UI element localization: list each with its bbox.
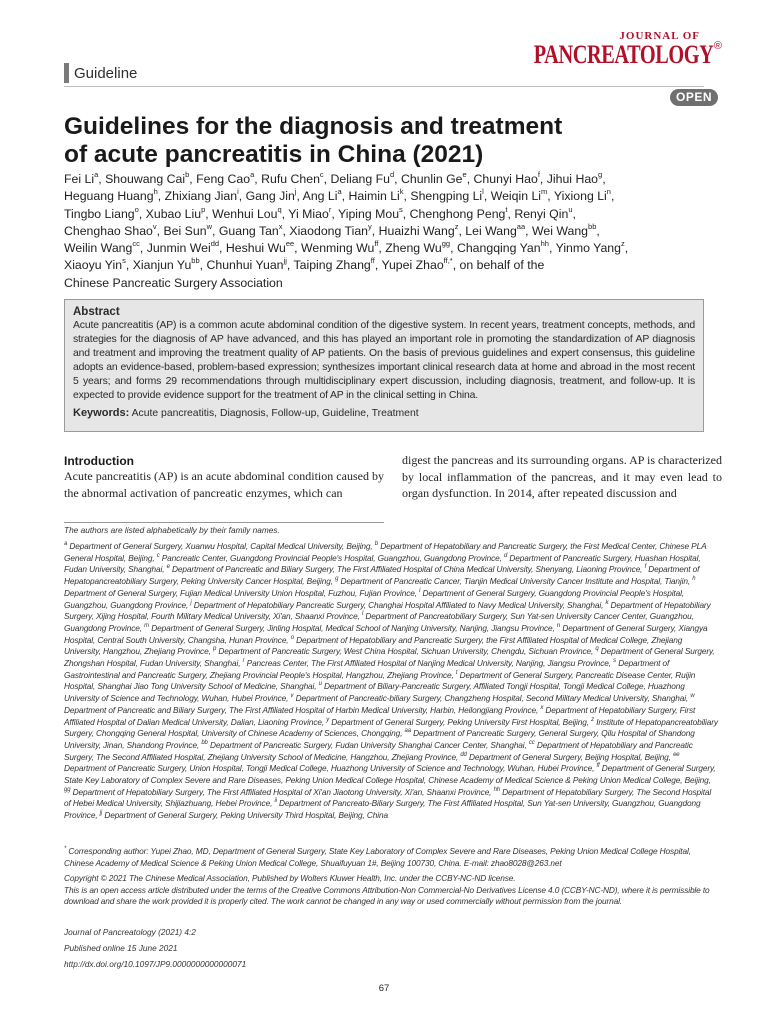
author-name: Xiaodong Tian — [289, 223, 369, 238]
affiliation-mark: k — [605, 599, 609, 606]
author-affiliation-mark: aa — [516, 221, 526, 231]
author-affiliation-mark: s — [122, 256, 126, 266]
author-affiliation-mark: p — [201, 204, 206, 214]
author-affiliation-mark: d — [389, 169, 395, 179]
author-name: Yi Miao — [288, 206, 329, 221]
affiliation-mark: b — [374, 541, 379, 548]
affiliation-mark: o — [290, 634, 294, 641]
author-affiliation-mark: q — [277, 204, 282, 214]
affiliation-mark: h — [692, 576, 696, 583]
author-affiliation-mark: l — [482, 187, 484, 197]
affiliation-mark: r — [242, 658, 245, 665]
affiliation-mark: t — [455, 669, 458, 676]
affiliation-mark: n — [556, 623, 561, 630]
author-name: Weilin Wang — [64, 241, 133, 256]
affiliation-text: Department of Pancreatic Surgery, Huashan Hospital, Fudan University, Shanghai, — [64, 552, 701, 575]
article-title-line-1: Guidelines for the diagnosis and treatment — [64, 113, 563, 140]
author-affiliation-mark: w — [206, 221, 212, 231]
author-affiliation-mark: h — [153, 187, 158, 197]
affiliation-text: Department of Hepatobiliary Pancreatic Surgery, Changhai Hospital Affiliated to Navy Medical University, Shanghai, — [191, 599, 606, 610]
abstract-text: Acute pancreatitis (AP) is a common acute abdominal condition of the digestive system. In recent years, treatment concepts, methods, and strategies for the diagnosis of AP have advanced, and this has played an important role in promoting the standardization of AP diagnosis and treatment and improving the treatment quality of AP patients. On the basis of previous guidelines and expert consensus, this guideline adopts an evidence-based, problem-based expression; synthesizes important clinical research data at home and abroad in the most recent 5 years; and forms 29 recommendations through multidisciplinary expert discussion, including diagnosis, treatment, and follow-up. It is expected to provide evidence support for the treatment of AP in the clinical setting in China. — [73, 320, 695, 401]
affiliation-text: Department of Hepatobiliary Surgery, The Second Hospital of Hebei Medical University, Shijiazhuang, Hebei Province, — [64, 786, 712, 809]
affiliation-mark: m — [144, 623, 150, 630]
author-name: Chunlin Ge — [401, 172, 463, 186]
author-line: Xiaoyu Yin$^s$, Xianjun $Yu^{bb}$, Chunhui Yuan$^{jj}$, Taiping Zhang$^{ff}$, Yupei Zhao$^{ff,*}$, on behalf of the — [64, 256, 545, 273]
section-label — [64, 62, 137, 84]
doi-link[interactable]: http://dx.doi.org/10.1097/JP9.0000000000000071 — [64, 959, 247, 969]
article-title-line-2: of acute pancreatitis in China (2021) — [64, 141, 484, 168]
author-name: Chunyi Hao — [473, 172, 538, 186]
author-line: Heguang Huang$^h$, Zhixiang Jian$^i$, Gang Jin$^j$, Ang Li$^a$, Haimin Li$^k$, Shengping Li$^l$, Weiqin Li$^m$, Yixiong Li$^n$, — [64, 187, 615, 204]
author-line: Chenghao Shao$^v$, Bei Sun$^w$, Guang Tan$^x$, Xiaodong Tian$^y$, Huaizhi Wang$^z$, Lei Wang$^{aa}$, Wei Wang$^{bb}$, — [64, 221, 600, 238]
affiliation-text: Department of Pancreatic-biliary Surgery, Changzheng Hospital, Second Military Medical University, Shanghai, — [293, 693, 691, 704]
author-affiliation-mark: g — [598, 169, 603, 179]
affiliation-mark: l — [361, 611, 364, 618]
abstract-heading: Abstract — [73, 306, 120, 318]
authors-order-note: The authors are listed alphabetically by their family names. — [64, 525, 280, 535]
author-group: Chinese Pancreatic Surgery Association — [64, 275, 283, 290]
author-affiliation-mark: bb — [588, 221, 597, 231]
intro-left-column: Acute pancreatitis (AP) is an acute abdominal condition caused by the abnormal activation of pancreatic enzymes, which can — [64, 469, 384, 500]
affiliation-text: Department of Hepatobiliary Surgery, First Affiliated Hospital of Dalian Medical University, Dalian, Liaoning Province, — [64, 704, 696, 727]
corresponding-text: Corresponding author: Yupei Zhao, MD, Department of General Surgery, State Key Laboratory of Complex Severe and Rare Diseases, Peking Union Medical College Hospital, Chinese Academy of Medical Science & Peking Union Medical College, Shuaifuyuan 1#, Beijing 100730, China. E-mail: zhao8028@263.net — [64, 846, 691, 868]
author-affiliation-mark: x — [278, 221, 283, 231]
affiliation-mark: z — [591, 716, 595, 723]
affiliation-text: Department of General Surgery, Peking University First Hospital, Beijing, — [329, 716, 592, 727]
intro-heading: Introduction — [64, 454, 134, 468]
keywords-text: Acute pancreatitis, Diagnosis, Follow-up, Guideline, Treatment — [131, 408, 419, 419]
affiliation-mark: c — [156, 552, 160, 559]
author-name: Yixiong Li — [553, 189, 607, 204]
author-name: Ang Li — [302, 189, 338, 204]
author-name: Junmin Wei — [146, 241, 211, 256]
affiliation-text: Department of Pancreatic Surgery, Union Hospital, Tongji Medical College, Huazhong University of Science and Technology, Wuhan, Hubei Province, — [64, 763, 597, 774]
affiliation-text: Department of Pancreatic Surgery, General Surgery, Qilu Hospital of Shandong University, Jinan, Shandong Province, — [64, 728, 695, 750]
copyright-block — [64, 873, 718, 908]
author-affiliation-mark: z — [620, 239, 625, 249]
affiliation-mark: y — [326, 716, 330, 723]
affiliation-text: Department of Pancreatobiliary Surgery, Sun Yat-sen University Cancer Center, Guangzhou, Guangdong Province, — [64, 611, 694, 633]
author-name: Chenghong Peng — [409, 206, 506, 221]
author-name: Weiqin Li — [490, 189, 542, 204]
affiliation-text: Department of Hepatobiliary Surgery, Xijing Hospital, Fourth Military Medical University, Xi'an, Shaanxi Province, — [64, 599, 711, 622]
author-affiliation-mark: e — [462, 169, 467, 179]
author-affiliation-mark: v — [152, 221, 157, 231]
article-meta — [64, 924, 246, 972]
affiliation-text: Department of Hepatobiliary Surgery, The First Affiliated Hospital of Xi'an Jiaotong University, Xi'an, Shaanxi Province, — [70, 786, 494, 797]
affiliation-mark: j — [190, 599, 192, 606]
affiliation-text: Department of Gastrointestinal and Pancreatic Surgery, Zhejiang Provincial People's Hospital, Hangzhou, Zhejiang Province, — [64, 658, 670, 680]
affiliation-text: Department of General Surgery, Fujian Medical University Union Hospital, Fuzhou, Fujian Province, — [64, 587, 420, 598]
author-name: Xubao Liu — [145, 206, 202, 221]
author-affiliation-mark: n — [606, 187, 611, 197]
affiliation-mark: aa — [404, 728, 411, 735]
author-name: Renyi Qin — [514, 206, 569, 221]
affiliation-text: Department of General Surgery, State Key Laboratory of Complex Severe and Rare Diseases, Peking Union Medical College Hospital, Chinese Academy of Medical Science & Peking Union Medical College, Beijing, — [64, 763, 716, 786]
author-affiliation-mark: u — [568, 204, 573, 214]
header-divider — [64, 86, 704, 87]
author-affiliation-mark: ff — [374, 239, 379, 249]
author-name: Yupei Zhao — [381, 258, 444, 273]
author-affiliation-mark: a — [94, 169, 99, 179]
author-name: Jihui Hao — [546, 172, 599, 186]
author-affiliation-mark: c — [319, 169, 324, 179]
author-line: Weilin Wang$^{cc}$, Junmin Wei$^{dd}$, Heshui $Wu^{ee}$, Wenming $Wu^{ff}$, Zheng $Wu^{gg}$, Changqing Yan$^{hh}$, Yinmo Yang$^z$, — [64, 239, 629, 256]
author-name: Wenming Wu — [301, 241, 375, 256]
affiliation-text: Department of Hepatobiliary and Pancreatic Surgery, the First Affiliated Hospital of Medical College, Zhejiang University, Hangzhou, Zhejiang Province, — [64, 634, 683, 657]
affiliation-mark: dd — [460, 751, 467, 758]
abstract-box — [64, 299, 704, 432]
affiliation-text: Institute of Hepatopancreatobiliary Surgery, Chongqing General Hospital, University of Chinese Academy of Sciences, Chongqing, — [64, 716, 718, 739]
author-name: Wei Wang — [531, 223, 589, 238]
affiliation-text: Department of Pancreatic and Biliary Surgery, The First Affiliated Hospital of Harbin Medical University, Harbin, Heilongjiang Province, — [64, 704, 541, 715]
affiliation-mark: u — [318, 681, 322, 688]
affiliation-mark: s — [613, 658, 617, 665]
author-affiliation-mark: k — [399, 187, 404, 197]
license-text: This is an open access article distributed under the terms of the Creative Commons Attribution-Non Commercial-No Derivatives License 4.0 (CCBY-NC-ND), where it is permissible to download and share the work provided it is properly cited. The work cannot be changed in any way or used commercially without permission from the journal. — [64, 884, 710, 906]
author-name: Yiping Mou — [337, 206, 400, 221]
author-name: Xiaoyu Yin — [64, 258, 123, 273]
footnote-divider — [64, 522, 384, 523]
author-affiliation-mark: a — [337, 187, 342, 197]
author-affiliation-mark: hh — [540, 239, 549, 249]
author-name: Chunhui Yuan — [206, 258, 284, 273]
affiliation-mark: a — [64, 541, 68, 548]
author-name: Haimin Li — [348, 189, 400, 204]
affiliation-mark: jj — [99, 810, 103, 817]
affiliation-mark: p — [212, 646, 217, 653]
author-affiliation-mark: f — [537, 169, 540, 179]
author-name: Yinmo Yang — [555, 241, 621, 256]
author-affiliation-mark: ee — [285, 239, 295, 249]
author-affiliation-mark: o — [134, 204, 139, 214]
affiliation-text: Department of Pancreatic Surgery, West China Hospital, Sichuan University, Chengdu, Sichuan Province, — [216, 646, 596, 657]
author-name: Gang Jin — [245, 189, 295, 204]
author-name: Lei Wang — [465, 223, 517, 238]
affiliation-mark: x — [540, 705, 544, 712]
author-name: Changqing Yan — [456, 241, 541, 256]
affiliation-mark: g — [335, 576, 339, 583]
author-affiliation-mark: i — [237, 187, 239, 197]
affiliation-mark: v — [290, 693, 294, 700]
author-name: Tingbo Liang — [64, 206, 135, 221]
affiliation-text: Department of General Surgery, Pancreatic Disease Center, Ruijin Hospital, Shanghai Jiao Tong University School of Medicine, Shanghai, — [64, 669, 696, 692]
author-name: Zheng Wu — [385, 241, 442, 256]
author-affiliation-mark: y — [368, 221, 372, 231]
affiliation-text: Department of Biliary-Pancreatic Surgery, Affiliated Tongji Hospital, Tongji Medical College, Huazhong University of Science and Technology, Wuhan, Hubei Province, — [64, 681, 685, 704]
journal-logo-name: PANCREATOLOGY — [534, 40, 714, 69]
author-affiliation-mark: dd — [210, 239, 220, 249]
author-name: Fei Li — [64, 172, 95, 186]
author-name: Heguang Huang — [64, 189, 154, 204]
author-name: Bei Sun — [163, 223, 207, 238]
citation: Journal of Pancreatology (2021) 4:2 — [64, 927, 196, 937]
authors-tail: , on behalf of the — [452, 258, 545, 273]
registered-mark: ® — [713, 40, 722, 52]
journal-logo-prefix: JOURNAL OF — [619, 30, 700, 42]
affiliation-mark: hh — [493, 787, 500, 793]
affiliation-mark: ff — [596, 763, 600, 770]
author-name: Rufu Chen — [261, 172, 320, 186]
page-number: 67 — [378, 983, 390, 994]
author-name: Heshui Wu — [225, 241, 286, 256]
affiliation-mark: e — [166, 564, 170, 571]
journal-logo — [483, 30, 722, 68]
author-affiliation-mark: m — [541, 187, 548, 197]
author-affiliation-mark: r — [328, 204, 332, 214]
affiliation-mark: f — [644, 564, 647, 571]
author-line: Tingbo Liang$^o$, Xubao Liu$^p$, Wenhui Lou$^q$, Yi Miao$^r$, Yiping Mou$^s$, Chenghong Peng$^t$, Renyi Qin$^u$, — [64, 204, 576, 221]
section-marker-bar — [64, 63, 69, 83]
affiliation-text: Department of Pancreato-Biliary Surgery, The First Affiliated Hospital, Sun Yat-sen University, Guangzhou, Guangdong Province, — [64, 798, 701, 821]
author-name: Chenghao Shao — [64, 223, 153, 238]
affiliation-mark: cc — [528, 740, 535, 747]
author-affiliation-mark: cc — [132, 239, 140, 249]
section-label-text: Guideline — [74, 64, 138, 82]
open-access-badge: OPEN — [670, 89, 718, 106]
author-affiliation-mark: s — [399, 204, 403, 214]
author-name: Feng Cao — [196, 172, 251, 186]
author-affiliation-mark: bb — [191, 256, 200, 266]
affiliation-text: Department of Pancreatic Surgery, Fudan University Shanghai Cancer Center, Shanghai, — [207, 739, 529, 750]
author-list — [64, 171, 714, 292]
author-name: Shengping Li — [410, 189, 483, 204]
affiliation-text: Department of Hepatobiliary and Pancreatic Surgery, the First Medical Center, Chinese PLA General Hospital, Beijing, — [64, 541, 707, 563]
affiliation-mark: ii — [274, 798, 277, 805]
affiliation-mark: bb — [201, 740, 208, 747]
affiliation-text: Department of Pancreatic and Biliary Surgery, The First Affiliated Hospital of China Medical University, Shenyang, Liaoning Province, — [169, 564, 645, 575]
author-affiliation-mark: t — [505, 204, 508, 214]
affiliation-text: Department of General Surgery, Peking University Third Hospital, Beijing, China — [102, 810, 388, 821]
keywords-label: Keywords: — [73, 407, 130, 419]
affiliation-text: Department of General Surgery, Xiangya Hospital, Central South University, Changsha, Hunan Province, — [64, 622, 708, 645]
author-affiliation-mark: jj — [283, 256, 287, 266]
corresponding-mark: * — [64, 846, 67, 853]
author-name: Shouwang Cai — [105, 172, 186, 186]
author-affiliation-mark: j — [294, 187, 297, 197]
affiliation-text: Department of General Surgery, Zhongshan Hospital, Fudan University, Shanghai, — [64, 646, 715, 669]
author-name: Taiping Zhang — [293, 258, 371, 273]
author-line: Fei Li$^a$, Shouwang Cai$^b$, Feng Cao$^a$, Rufu Chen$^c$, Deliang Fu$^d$, Chunlin Ge$^e$, Chunyi Hao$^f$, Jihui Hao$^g$, — [64, 169, 606, 186]
affiliation-mark: ee — [673, 751, 680, 758]
author-affiliation-mark: gg — [441, 239, 451, 249]
affiliation-text: Pancreatic Center, Guangdong Provincial People's Hospital, Guangzhou, Guangdong Province, — [159, 552, 505, 563]
affiliation-text: Department of Hepatobiliary and Pancreatic Surgery, The Second Affiliated Hospital, Zhejiang University School of Medicine, Hangzhou, Zhejiang Province, — [64, 739, 693, 762]
affiliation-text: Department of General Surgery, Jinling Hospital, Medical School of Nanjing University, Nanjing, Jiangsu Province, — [149, 622, 557, 633]
author-affiliation-mark: b — [185, 169, 190, 179]
author-affiliation-mark: ff — [370, 256, 375, 266]
author-name: Xianjun Yu — [132, 258, 192, 273]
affiliation-text: Department of General Surgery, Guangdong Provincial People's Hospital, Guangzhou, Guangdong Province, — [64, 587, 685, 610]
affiliation-mark: i — [419, 588, 421, 595]
corresponding-author-note — [64, 846, 718, 869]
author-name: Wenhui Lou — [212, 206, 278, 221]
author-name: Guang Tan — [218, 223, 279, 238]
keywords-line — [73, 406, 695, 421]
affiliations-list — [64, 541, 718, 822]
intro-right-column: digest the pancreas and its surrounding organs. AP is characterized by local inflammation of the pancreas, and it may even lead to organ dysfunction. In 2014, after repeated discussion and — [402, 453, 722, 500]
author-name: Huaizhi Wang — [378, 223, 455, 238]
author-name: Deliang Fu — [330, 172, 390, 186]
article-title — [64, 113, 684, 169]
affiliation-text: Department of General Surgery, Xuanwu Hospital, Capital Medical University, Beijing, — [67, 541, 375, 551]
affiliation-text: Pancreas Center, The First Affiliated Hospital of Nanjing Medical University, Nanjing, Jiangsu Province, — [244, 658, 614, 669]
copyright-line: Copyright © 2021 The Chinese Medical Association, Published by Wolters Kluwer Health, Inc. under the CCBY-NC-ND license. — [64, 873, 516, 883]
affiliation-mark: d — [504, 552, 508, 559]
author-affiliation-mark: z — [454, 221, 459, 231]
affiliation-mark: gg — [64, 787, 71, 793]
affiliation-mark: q — [595, 646, 599, 653]
published-date: Published online 15 June 2021 — [64, 943, 178, 953]
affiliation-text: Department of Hepatopancreatobiliary Surgery, Peking University Cancer Hospital, Beijing, — [64, 564, 700, 587]
author-affiliation-mark: ff,* — [443, 256, 453, 266]
affiliation-mark: w — [690, 693, 695, 700]
author-affiliation-mark: a — [250, 169, 255, 179]
affiliation-text: Department of Pancreatic Cancer, Tianjin Medical University Cancer Institute and Hospital, Tianjin, — [338, 576, 693, 587]
affiliation-text: Department of General Surgery, Beijing Hospital, Beijing, — [466, 751, 674, 762]
author-name: Zhixiang Jian — [164, 189, 238, 204]
